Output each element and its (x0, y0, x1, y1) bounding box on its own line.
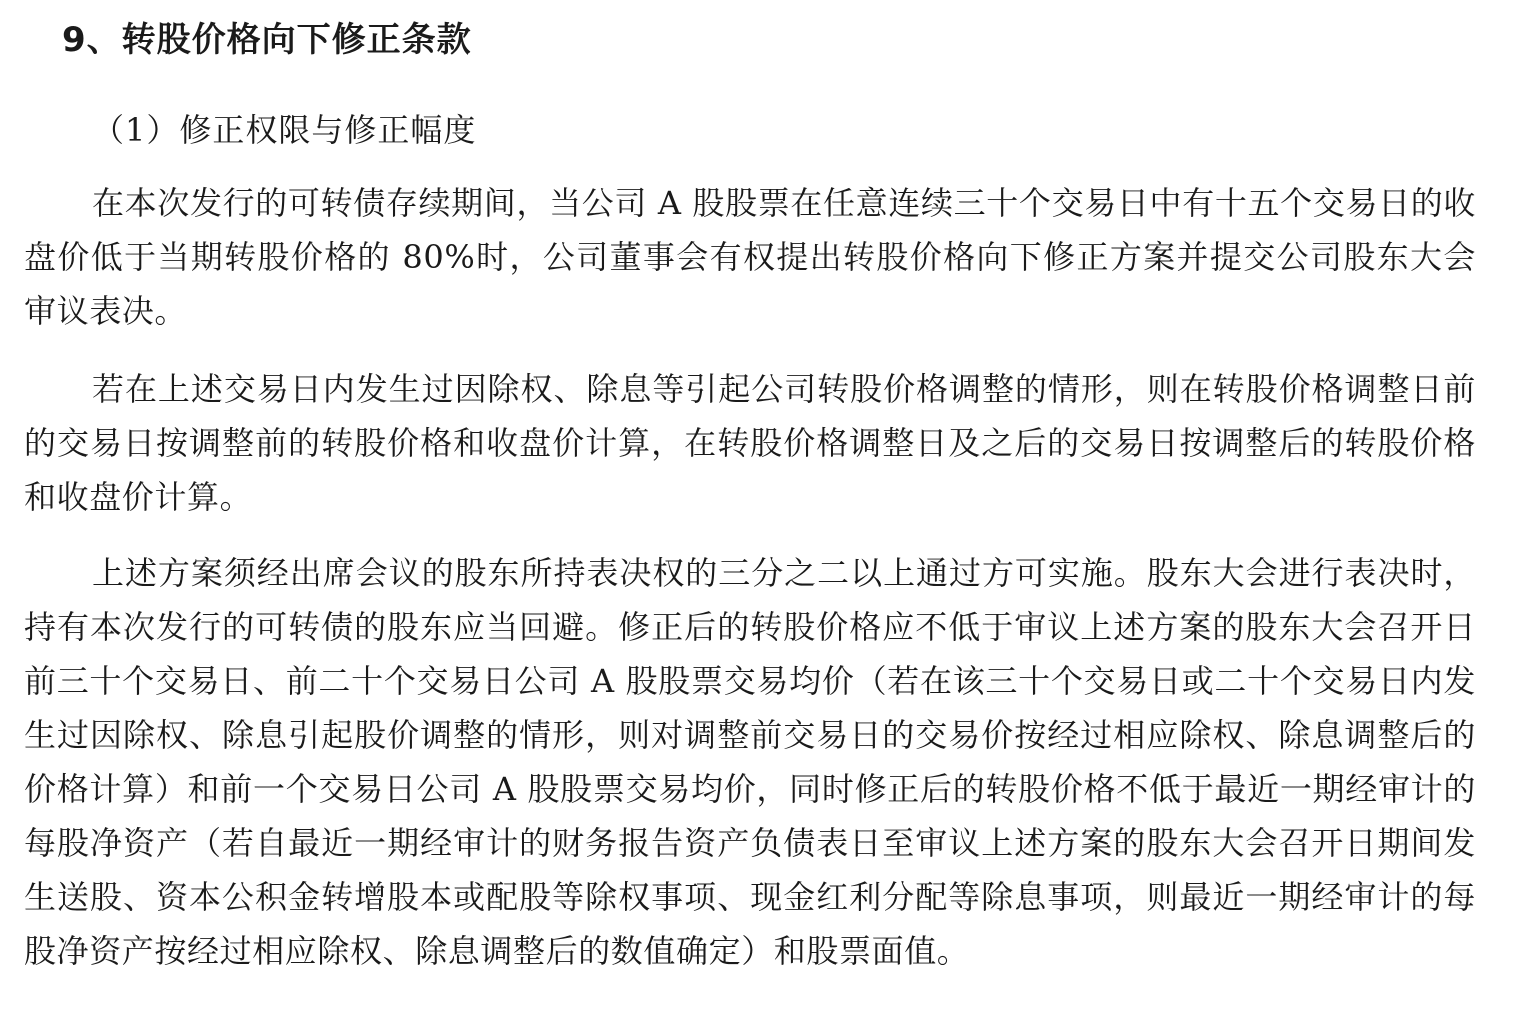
paragraph-revision-trigger: 在本次发行的可转债存续期间，当公司 A 股股票在任意连续三十个交易日中有十五个交易日的收盘价低于当期转股价格的 80%时，公司董事会有权提出转股价格向下修正方案并提交公司股东大会审议表决。 (24, 184, 1476, 330)
paragraph-ex-rights-adjustment: 若在上述交易日内发生过因除权、除息等引起公司转股价格调整的情形，则在转股价格调整日前的交易日按调整前的转股价格和收盘价计算，在转股价格调整日及之后的交易日按调整后的转股价格和收盘价计算。 (24, 370, 1476, 516)
subsection-heading: （1）修正权限与修正幅度 (92, 111, 477, 149)
section-heading: 9、转股价格向下修正条款 (62, 20, 472, 60)
paragraph-approval-and-price-floor: 上述方案须经出席会议的股东所持表决权的三分之二以上通过方可实施。股东大会进行表决时，持有本次发行的可转债的股东应当回避。修正后的转股价格应不低于审议上述方案的股东大会召开日前三十个交易日、前二十个交易日公司 A 股股票交易均价（若在该三十个交易日或二十个交易日内发生过因除权、除息引起股价调整的情形，则对调整前交易日的交易价按经过相应除权、除息调整后的价格计算）和前一个交易日公司 A 股股票交易均价，同时修正后的转股价格不低于最近一期经审计的每股净资产（若自最近一期经审计的财务报告资产负债表日至审议上述方案的股东大会召开日期间发生送股、资本公积金转增股本或配股等除权事项、现金红利分配等除息事项，则最近一期经审计的每股净资产按经过相应除权、除息调整后的数值确定）和股票面值。 (24, 554, 1476, 970)
